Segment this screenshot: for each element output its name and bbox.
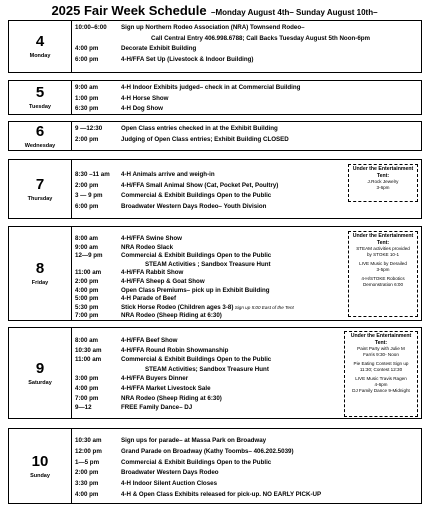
event-description [121, 45, 196, 53]
event-description [121, 375, 188, 383]
event-text: 4-H Parade of Beef [121, 295, 177, 303]
day-block [8, 226, 422, 321]
event-description [121, 192, 271, 200]
event-text: NRA Rodeo (Sheep Riding at 6:30) [121, 394, 222, 402]
event-description [121, 252, 271, 260]
entertainment-tent-heading: Under the Entertainment Tent: [350, 333, 412, 346]
page-title [0, 2, 429, 20]
day-block [8, 121, 422, 151]
entertainment-line: by STOKE 10-1 [366, 252, 400, 257]
event-time: 6:00 pm [75, 55, 99, 63]
entertainment-tent-box [344, 331, 418, 417]
event-description [151, 35, 370, 43]
event-text: Open Class Premiums– pick up in Exhibit Building [121, 286, 270, 294]
entertainment-line: 3-6pm [376, 185, 390, 190]
event-time: 2:00 pm [75, 181, 99, 189]
event-time: 6:30 pm [75, 105, 99, 112]
day-number: 10 [31, 452, 49, 470]
event-description [121, 105, 163, 113]
event-time: 2:00 pm [75, 469, 99, 477]
event-description [121, 480, 217, 488]
day-label [9, 429, 72, 503]
event-description [121, 269, 183, 277]
entertainment-line: J.Rock Jewelry [367, 179, 399, 184]
day-label [9, 328, 72, 418]
entertainment-tent-heading: Under the Entertainment Tent: [352, 166, 414, 179]
event-time: 8:00 am [75, 235, 99, 242]
event-description [121, 235, 182, 243]
event-time: 8:00 am [75, 337, 99, 344]
event-time: 6:00 pm [75, 202, 99, 210]
day-label [9, 227, 72, 320]
event-text: 4-H Dog Show [121, 105, 163, 112]
event-text: STEAM Activities ; Sandbox Treasure Hunt [145, 260, 271, 268]
event-text: Stick Horse Rodeo (Children ages 3-8) [121, 303, 234, 311]
day-block [8, 159, 422, 219]
event-time: 3 — 9 pm [75, 192, 103, 199]
event-description [121, 347, 228, 355]
day-block [8, 80, 422, 115]
event-time: 2:00 pm [75, 135, 99, 143]
entertainment-line: Farris 9:30- Noon [363, 352, 399, 357]
event-description [121, 491, 321, 499]
event-description [121, 356, 271, 364]
event-time: 3:00 pm [75, 375, 99, 383]
event-time: 12—9 pm [75, 252, 103, 260]
event-text: 4-H/FFA Round Robin Showmanship [121, 346, 229, 354]
event-time: 7:00 pm [75, 394, 99, 402]
event-text: Broadwater Western Days Rodeo [121, 469, 219, 477]
title-subtitle: –Monday August 4th– Sunday August 10th– [211, 8, 378, 17]
event-text: 4-H/FFA Buyers Dinner [121, 375, 189, 383]
event-text: Broadwater Western Days Rodeo– Youth Division [121, 202, 267, 210]
event-text: 4-H/FFA Market Livestock Sale [121, 385, 211, 392]
event-description [121, 84, 300, 92]
event-description [121, 395, 222, 403]
day-number: 4 [35, 33, 45, 50]
day-block [8, 428, 422, 504]
entertainment-line: 4-H/STOKE Robotics [361, 276, 405, 281]
event-time: 4:00 pm [75, 45, 99, 52]
event-time: 2:00 pm [75, 278, 99, 285]
event-text: Sign up Northern Rodeo Association (NRA) Townsend Rodeo– [121, 24, 305, 31]
entertainment-line: 11:30; Contest 12:30 [359, 367, 403, 372]
entertainment-line: 3-5pm [376, 267, 390, 272]
entertainment-line: LIVE Music Travis Ragen [355, 376, 407, 381]
event-time: 9—12 [75, 404, 92, 412]
event-time: 8:30 –11 am [75, 171, 110, 178]
event-text: NRA Rodeo (Sheep Riding at 6:30) [121, 312, 222, 320]
event-description [121, 203, 266, 211]
event-description [121, 459, 271, 467]
event-time: 9:00 am [75, 243, 99, 251]
day-number: 7 [35, 175, 45, 193]
event-description [121, 244, 173, 252]
event-description [121, 56, 253, 64]
event-time: 5:30 pm [75, 303, 99, 311]
event-time: 1—5 pm [75, 458, 100, 466]
event-text: 4-H/FFA Rabbit Show [121, 269, 184, 277]
event-description [121, 385, 211, 393]
event-time: 11:00 am [75, 356, 102, 364]
event-time: 9 —12:30 [75, 125, 103, 132]
event-text: FREE Family Dance– DJ [121, 404, 193, 412]
event-text: Grand Parade on Broadway (Kathy Toombs– 406.202.5039) [121, 447, 294, 455]
event-description [121, 136, 289, 144]
event-text: 4-H/FFA Small Animal Show (Cat, Pocket Pet, Poultry) [121, 181, 279, 189]
day-number: 8 [35, 260, 45, 277]
event-description [121, 312, 222, 320]
event-time: 4:00 pm [75, 286, 99, 294]
day-block [8, 327, 422, 419]
event-time: 11:00 am [75, 269, 102, 277]
event-text: Open Class entries checked in at the Exhibit Building [121, 125, 278, 132]
event-text: Commercial & Exhibit Buildings Open to the Public [121, 192, 272, 199]
entertainment-line: Pie Eating Contest Sign up [353, 361, 409, 366]
event-description [121, 448, 294, 456]
event-description [121, 287, 270, 295]
day-name: Wednesday [24, 142, 56, 149]
day-label [9, 122, 72, 150]
event-time: 5:00 pm [75, 295, 99, 303]
event-text: 4-H/FFA Sheep & Goat Show [121, 278, 205, 285]
event-description [121, 278, 205, 286]
day-name: Monday [29, 53, 51, 59]
event-description [121, 469, 219, 477]
event-description [121, 24, 305, 32]
event-description [121, 95, 168, 103]
day-label [9, 160, 72, 218]
entertainment-line: LIVE Music by Derailed [359, 261, 407, 266]
day-label [9, 21, 72, 72]
event-time: 9:00 am [75, 84, 99, 91]
event-time: 3:30 pm [75, 480, 99, 488]
event-description [121, 125, 278, 133]
day-number: 5 [35, 84, 45, 101]
event-description [121, 437, 266, 445]
event-time: 12:00 pm [75, 447, 102, 455]
entertainment-line: Demonstration 6:00 [362, 282, 404, 287]
event-text: 4-H Animals arrive and weigh-in [121, 171, 215, 178]
day-block [8, 20, 422, 73]
event-text: 4-H Indoor Silent Auction Closes [121, 480, 218, 488]
event-text: 4-H/FFA Set Up (Livestock & Indoor Building) [121, 55, 254, 63]
event-time: 7:00 pm [75, 312, 99, 320]
event-description [121, 304, 294, 312]
event-time: 4:00 pm [75, 491, 99, 498]
event-text: NRA Rodeo Slack [121, 243, 174, 251]
event-note: Sign up 5:00 East of the Tent [233, 304, 294, 310]
entertainment-line: DJ Family Dance 9-Midnight [352, 388, 410, 393]
event-text: Call Central Entry 406.998.6788; Call Backs Tuesday August 5th Noon-6pm [151, 34, 371, 42]
day-number: 6 [35, 122, 45, 140]
event-description [121, 171, 215, 179]
event-text: 4-H/FFA Beef Show [121, 337, 178, 344]
event-description [145, 261, 271, 269]
event-text: Decorate Exhibit Building [121, 45, 197, 52]
day-name: Saturday [28, 379, 52, 386]
event-text: 4-H/FFA Swine Show [121, 235, 182, 242]
entertainment-line: STEAM activities provided [356, 246, 410, 251]
entertainment-tent-heading: Under the Entertainment Tent: [352, 233, 414, 246]
event-text: Commercial & Exhibit Buildings Open to the Public [121, 356, 272, 364]
event-time: 10:00–6:00 [75, 24, 107, 31]
entertainment-tent-box [348, 231, 418, 317]
event-text: Judging of Open Class entries; Exhibit Building CLOSED [121, 135, 289, 143]
entertainment-line: Paint Party with Julie M [357, 346, 405, 351]
entertainment-line: 4-6pm [374, 382, 388, 387]
day-number: 9 [35, 359, 45, 377]
day-name: Tuesday [29, 104, 51, 110]
event-time: 10:30 am [75, 346, 102, 354]
event-text: STEAM Activities; Sandbox Treasure Hunt [145, 365, 269, 373]
day-name: Thursday [27, 195, 53, 202]
event-description [145, 366, 269, 374]
event-text: Sign ups for parade– at Massa Park on Broadway [121, 437, 267, 444]
event-description [121, 337, 178, 345]
title-main: 2025 Fair Week Schedule [51, 3, 207, 18]
event-time: 4:00 pm [75, 385, 99, 392]
event-description [121, 295, 176, 303]
day-label [9, 81, 72, 114]
event-text: 4-H & Open Class Exhibits released for pick-up. NO EARLY PICK-UP [121, 491, 322, 498]
day-name: Sunday [30, 472, 50, 479]
entertainment-tent-box [348, 164, 418, 202]
event-text: 4-H Indoor Exhibits judged– check in at Commercial Building [121, 84, 301, 91]
event-text: 4-H Horse Show [121, 94, 169, 102]
event-description [121, 404, 192, 412]
event-text: Commercial & Exhibit Buildings Open to the Public [121, 252, 272, 260]
event-description [121, 182, 278, 190]
day-name: Friday [31, 280, 49, 286]
event-text: Commercial & Exhibit Buildings Open to the Public [121, 458, 272, 466]
event-time: 1:00 pm [75, 94, 99, 102]
event-time: 10:30 am [75, 437, 102, 444]
